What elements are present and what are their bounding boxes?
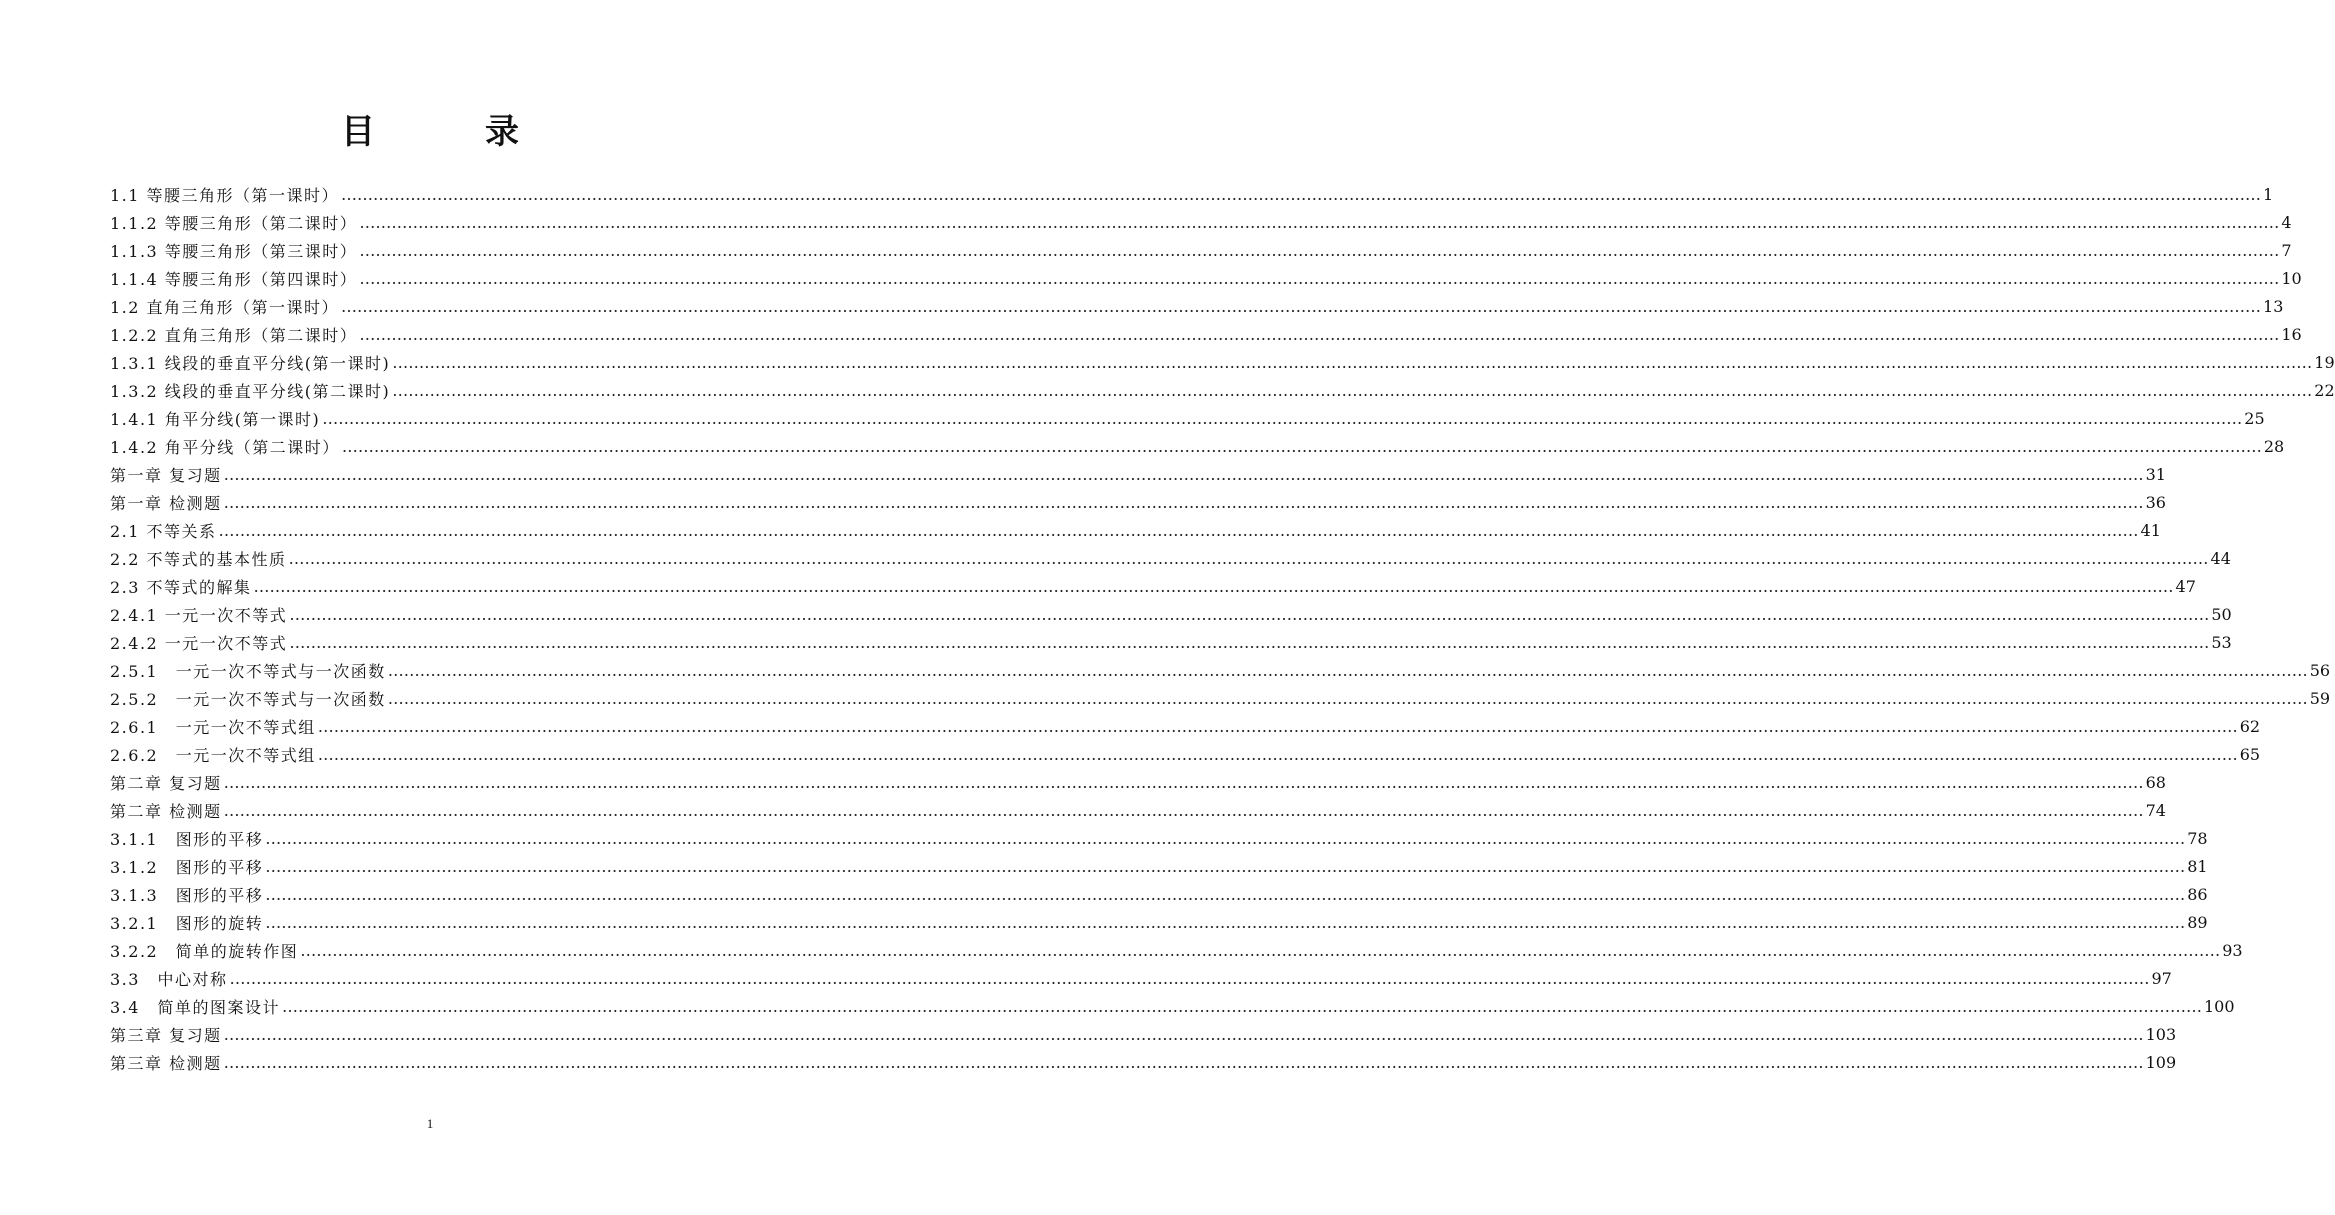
toc-entry-label: 3.4 简单的图案设计 (110, 997, 280, 1017)
toc-entry[interactable] (110, 656, 2331, 684)
toc-entry[interactable] (110, 516, 2161, 544)
toc-entry-label: 2.5.1 一元一次不等式与一次函数 (110, 661, 386, 681)
toc-entry-label: 3.1.2 图形的平移 (110, 857, 264, 877)
toc-entry-page: 36 (2145, 492, 2166, 512)
toc-entry-label: 2.6.2 一元一次不等式组 (110, 745, 316, 765)
toc-entry-page: 13 (2263, 296, 2284, 316)
toc-leader-dots: ……………………………………………………………………………………………………………………………………………………………………………………………………………………………………………………………………………………………………………………………… (265, 912, 2186, 932)
toc-leader-dots: ……………………………………………………………………………………………………………………………………………………………………………………………………………………………………………………………………………………………………………………………… (359, 324, 2280, 344)
toc-leader-dots: ……………………………………………………………………………………………………………………………………………………………………………………………………………………………………………………………………………………………………………………………… (289, 632, 2210, 652)
toc-leader-dots: ……………………………………………………………………………………………………………………………………………………………………………………………………………………………………………………………………………………………………………………………… (392, 380, 2313, 400)
toc-leader-dots: ……………………………………………………………………………………………………………………………………………………………………………………………………………………………………………………………………………………………………………………………… (223, 1024, 2144, 1044)
toc-entry[interactable] (110, 236, 2292, 264)
toc-leader-dots: ……………………………………………………………………………………………………………………………………………………………………………………………………………………………………………………………………………………………………………………………… (359, 268, 2280, 288)
toc-entry[interactable] (110, 348, 2335, 376)
toc-entry-label: 2.5.2 一元一次不等式与一次函数 (110, 689, 386, 709)
toc-entry-label: 第二章 复习题 (110, 773, 222, 793)
toc-leader-dots: ……………………………………………………………………………………………………………………………………………………………………………………………………………………………………………………………………………………………………………………………… (223, 772, 2144, 792)
toc-entry-page: 22 (2314, 380, 2335, 400)
toc-entry-label: 3.1.3 图形的平移 (110, 885, 264, 905)
toc-entry-page: 19 (2314, 352, 2335, 372)
toc-entry-label: 1.1.2 等腰三角形（第二课时） (110, 213, 358, 233)
toc-entry-page: 53 (2211, 632, 2232, 652)
toc-entry-page: 41 (2140, 520, 2161, 540)
toc-entry-page: 78 (2187, 828, 2208, 848)
toc-leader-dots: ……………………………………………………………………………………………………………………………………………………………………………………………………………………………………………………………………………………………………………………………… (317, 744, 2238, 764)
toc-entry-page: 86 (2187, 884, 2208, 904)
toc-entry[interactable] (110, 796, 2166, 824)
toc-leader-dots: ……………………………………………………………………………………………………………………………………………………………………………………………………………………………………………………………………………………………………………………………… (387, 660, 2308, 680)
toc-entry[interactable] (110, 628, 2232, 656)
toc-entry[interactable] (110, 908, 2208, 936)
toc-leader-dots: ……………………………………………………………………………………………………………………………………………………………………………………………………………………………………………………………………………………………………………………………… (300, 940, 2221, 960)
toc-entry[interactable] (110, 404, 2265, 432)
toc-entry-page: 97 (2151, 968, 2172, 988)
toc-entry[interactable] (110, 712, 2261, 740)
toc-entry-label: 第一章 检测题 (110, 493, 222, 513)
toc-entry[interactable] (110, 600, 2232, 628)
toc-entry-page: 59 (2309, 688, 2331, 708)
toc-entry-page: 68 (2145, 772, 2166, 792)
toc-entry-label: 1.2.2 直角三角形（第二课时） (110, 325, 358, 345)
toc-entry-page: 65 (2239, 744, 2261, 764)
toc-entry-label: 1.4.2 角平分线（第二课时） (110, 437, 340, 457)
toc-leader-dots: ……………………………………………………………………………………………………………………………………………………………………………………………………………………………………………………………………………………………………………………………… (341, 184, 2262, 204)
toc-leader-dots: ……………………………………………………………………………………………………………………………………………………………………………………………………………………………………………………………………………………………………………………………… (218, 520, 2139, 540)
toc-entry-page: 103 (2145, 1024, 2177, 1044)
toc-entry[interactable] (110, 936, 2243, 964)
toc-entry[interactable] (110, 488, 2166, 516)
toc-entry-label: 1.3.2 线段的垂直平分线(第二课时) (110, 381, 391, 401)
toc-entry-label: 3.2.1 图形的旋转 (110, 913, 264, 933)
toc-entry-label: 第三章 检测题 (110, 1053, 222, 1073)
toc-entry-page: 31 (2145, 464, 2166, 484)
toc-entry-page: 100 (2203, 996, 2235, 1016)
toc-entry-label: 1.2 直角三角形（第一课时） (110, 297, 340, 317)
toc-leader-dots: ……………………………………………………………………………………………………………………………………………………………………………………………………………………………………………………………………………………………………………………………… (359, 240, 2280, 260)
toc-entry[interactable] (110, 292, 2284, 320)
toc-leader-dots: ……………………………………………………………………………………………………………………………………………………………………………………………………………………………………………………………………………………………………………………………… (341, 436, 2262, 456)
toc-entry-page: 25 (2244, 408, 2265, 428)
toc-entry[interactable] (110, 740, 2261, 768)
toc-entry-label: 第一章 复习题 (110, 465, 222, 485)
toc-entry-page: 4 (2281, 212, 2292, 232)
toc-leader-dots: ……………………………………………………………………………………………………………………………………………………………………………………………………………………………………………………………………………………………………………………………… (288, 548, 2209, 568)
toc-entry-label: 1.1.4 等腰三角形（第四课时） (110, 269, 358, 289)
toc-entry-label: 第二章 检测题 (110, 801, 222, 821)
toc-entry-page: 74 (2145, 800, 2166, 820)
page-title: 目 录 (341, 112, 557, 152)
toc-leader-dots: ……………………………………………………………………………………………………………………………………………………………………………………………………………………………………………………………………………………………………………………………… (387, 688, 2308, 708)
toc-entry-page: 81 (2187, 856, 2208, 876)
toc-entry[interactable] (110, 376, 2335, 404)
toc-entry-label: 2.2 不等式的基本性质 (110, 549, 287, 569)
toc-leader-dots: ……………………………………………………………………………………………………………………………………………………………………………………………………………………………………………………………………………………………………………………………… (223, 464, 2144, 484)
toc-entry-page: 109 (2145, 1052, 2177, 1072)
toc-entry-label: 3.2.2 简单的旋转作图 (110, 941, 299, 961)
toc-leader-dots: ……………………………………………………………………………………………………………………………………………………………………………………………………………………………………………………………………………………………………………………………… (289, 604, 2210, 624)
toc-entry-page: 93 (2222, 940, 2243, 960)
toc-entry[interactable] (110, 320, 2302, 348)
toc-leader-dots: ……………………………………………………………………………………………………………………………………………………………………………………………………………………………………………………………………………………………………………………………… (341, 296, 2262, 316)
toc-leader-dots: ……………………………………………………………………………………………………………………………………………………………………………………………………………………………………………………………………………………………………………………………… (223, 492, 2144, 512)
toc-entry-label: 3.3 中心对称 (110, 969, 228, 989)
toc-entry-label: 2.3 不等式的解集 (110, 577, 252, 597)
toc-entry[interactable] (110, 964, 2172, 992)
toc-entry[interactable] (110, 768, 2166, 796)
toc-leader-dots: ……………………………………………………………………………………………………………………………………………………………………………………………………………………………………………………………………………………………………………………………… (265, 884, 2186, 904)
toc-leader-dots: ……………………………………………………………………………………………………………………………………………………………………………………………………………………………………………………………………………………………………………………………… (281, 996, 2202, 1016)
toc-entry-label: 2.4.1 一元一次不等式 (110, 605, 288, 625)
toc-leader-dots: ……………………………………………………………………………………………………………………………………………………………………………………………………………………………………………………………………………………………………………………………… (223, 1052, 2144, 1072)
toc-entry-label: 1.3.1 线段的垂直平分线(第一课时) (110, 353, 391, 373)
toc-entry[interactable] (110, 544, 2231, 572)
toc-entry[interactable] (110, 684, 2331, 712)
toc-leader-dots: ……………………………………………………………………………………………………………………………………………………………………………………………………………………………………………………………………………………………………………………………… (322, 408, 2243, 428)
toc-leader-dots: ……………………………………………………………………………………………………………………………………………………………………………………………………………………………………………………………………………………………………………………………… (317, 716, 2238, 736)
toc-entry-label: 1.1.3 等腰三角形（第三课时） (110, 241, 358, 261)
toc-entry-label: 1.4.1 角平分线(第一课时) (110, 409, 321, 429)
toc-entry[interactable] (110, 1048, 2177, 1076)
toc-leader-dots: ……………………………………………………………………………………………………………………………………………………………………………………………………………………………………………………………………………………………………………………………… (229, 968, 2150, 988)
toc-entry-page: 7 (2281, 240, 2292, 260)
toc-entry-label: 2.6.1 一元一次不等式组 (110, 717, 316, 737)
toc-leader-dots: ……………………………………………………………………………………………………………………………………………………………………………………………………………………………………………………………………………………………………………………………… (223, 800, 2144, 820)
toc-entry-label: 2.4.2 一元一次不等式 (110, 633, 288, 653)
toc-entry-label: 2.1 不等关系 (110, 521, 217, 541)
toc-entry[interactable] (110, 824, 2208, 852)
toc-entry[interactable] (110, 852, 2208, 880)
toc-entry[interactable] (110, 432, 2285, 460)
toc-entry[interactable] (110, 208, 2292, 236)
toc-entry[interactable] (110, 992, 2235, 1020)
toc-entry[interactable] (110, 572, 2196, 600)
toc-entry[interactable] (110, 1020, 2177, 1048)
toc-leader-dots: ……………………………………………………………………………………………………………………………………………………………………………………………………………………………………………………………………………………………………………………………… (392, 352, 2313, 372)
toc-entry-label: 1.1 等腰三角形（第一课时） (110, 185, 340, 205)
toc-entry-page: 89 (2187, 912, 2208, 932)
toc-entry[interactable] (110, 460, 2166, 488)
toc-entry-page: 44 (2210, 548, 2231, 568)
toc-entry-page: 62 (2239, 716, 2261, 736)
toc-entry-page: 50 (2211, 604, 2232, 624)
toc-leader-dots: ……………………………………………………………………………………………………………………………………………………………………………………………………………………………………………………………………………………………………………………………… (359, 212, 2280, 232)
toc-entry-label: 第三章 复习题 (110, 1025, 222, 1045)
toc-entry-page: 10 (2281, 268, 2302, 288)
toc-entry[interactable] (110, 264, 2302, 292)
toc-entry-page: 1 (2263, 184, 2274, 204)
page-number: 1 (426, 1116, 434, 1131)
toc-leader-dots: ……………………………………………………………………………………………………………………………………………………………………………………………………………………………………………………………………………………………………………………………… (265, 856, 2186, 876)
toc-entry[interactable] (110, 880, 2208, 908)
toc-entry-page: 16 (2281, 324, 2302, 344)
toc-entry-label: 3.1.1 图形的平移 (110, 829, 264, 849)
toc-entry-page: 47 (2175, 576, 2196, 596)
toc-leader-dots: ……………………………………………………………………………………………………………………………………………………………………………………………………………………………………………………………………………………………………………………………… (253, 576, 2174, 596)
toc-leader-dots: ……………………………………………………………………………………………………………………………………………………………………………………………………………………………………………………………………………………………………………………………… (265, 828, 2186, 848)
toc-entry-page: 56 (2309, 660, 2331, 680)
toc-entry-page: 28 (2263, 436, 2285, 456)
toc-entry[interactable] (110, 180, 2274, 208)
